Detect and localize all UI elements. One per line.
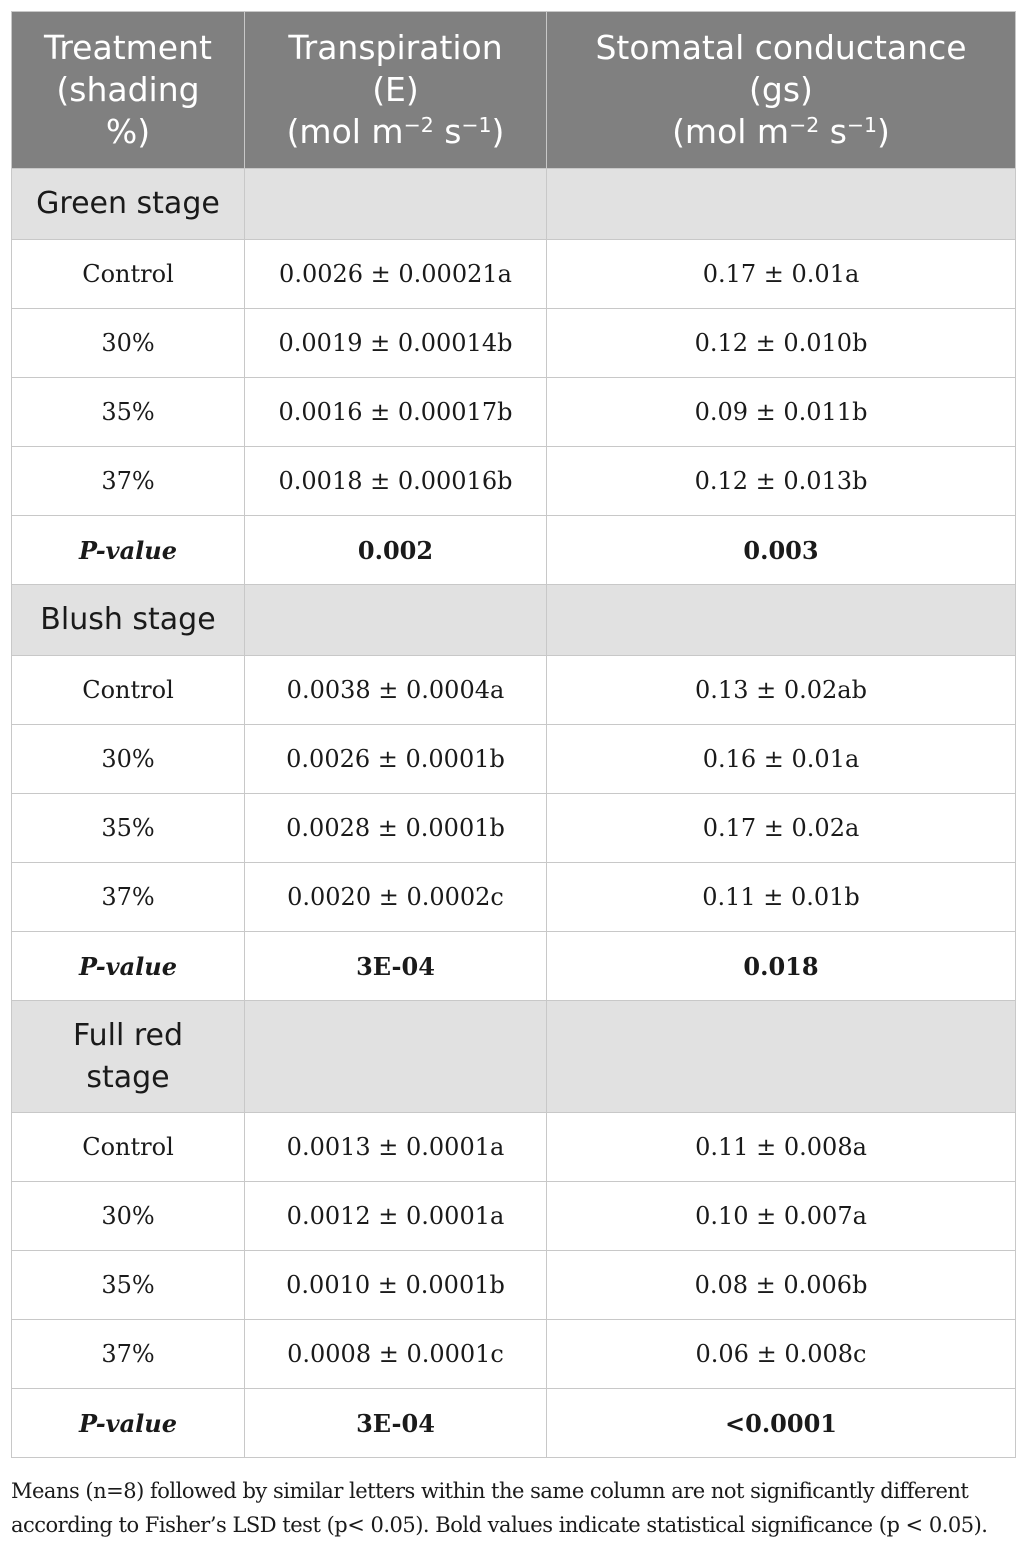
pvalue-transpiration: 3E-04 — [245, 1389, 547, 1458]
stage-label: Blush stage — [12, 585, 245, 656]
table-row — [12, 1182, 1016, 1251]
header-transpiration-unit: (mol $m^{-2}$ $s^{-1}$) — [286, 112, 505, 151]
transpiration-cell: 0.0012 ± 0.0001a — [245, 1182, 547, 1251]
header-row — [12, 12, 1016, 169]
conductance-cell: 0.09 ± 0.011b — [547, 378, 1016, 447]
stage-row-blush — [12, 585, 1016, 656]
transpiration-cell: 0.0028 ± 0.0001b — [245, 794, 547, 863]
transpiration-cell: 0.0019 ± 0.00014b — [245, 309, 547, 378]
header-transpiration-title: Transpiration — [288, 28, 503, 67]
header-stomatal-conductance — [547, 12, 1016, 169]
transpiration-cell: 0.0016 ± 0.00017b — [245, 378, 547, 447]
pvalue-label: P-value — [12, 932, 245, 1001]
treatment-cell: 35% — [12, 1251, 245, 1320]
treatment-cell: Control — [12, 656, 245, 725]
results-table — [11, 11, 1016, 1458]
conductance-cell: 0.10 ± 0.007a — [547, 1182, 1016, 1251]
table-row — [12, 309, 1016, 378]
header-gs-unit: (mol $m^{-2}$ $s^{-1}$) — [672, 112, 890, 151]
conductance-cell: 0.12 ± 0.010b — [547, 309, 1016, 378]
pvalue-conductance: 0.003 — [547, 516, 1016, 585]
transpiration-cell: 0.0020 ± 0.0002c — [245, 863, 547, 932]
header-transpiration — [245, 12, 547, 169]
header-treatment-line: (shading — [56, 70, 200, 109]
conductance-cell: 0.06 ± 0.008c — [547, 1320, 1016, 1389]
treatment-cell: 37% — [12, 1320, 245, 1389]
treatment-cell: 37% — [12, 863, 245, 932]
pvalue-conductance: 0.018 — [547, 932, 1016, 1001]
treatment-cell: Control — [12, 1113, 245, 1182]
conductance-cell: 0.17 ± 0.01a — [547, 240, 1016, 309]
treatment-cell: 37% — [12, 447, 245, 516]
table-row — [12, 725, 1016, 794]
transpiration-cell: 0.0018 ± 0.00016b — [245, 447, 547, 516]
conductance-cell: 0.17 ± 0.02a — [547, 794, 1016, 863]
table-row — [12, 656, 1016, 725]
table-row — [12, 863, 1016, 932]
treatment-cell: 30% — [12, 725, 245, 794]
treatment-cell: 30% — [12, 1182, 245, 1251]
pvalue-label: P-value — [12, 1389, 245, 1458]
table-row — [12, 240, 1016, 309]
pvalue-row — [12, 516, 1016, 585]
treatment-cell: Control — [12, 240, 245, 309]
table-row — [12, 1113, 1016, 1182]
transpiration-cell: 0.0010 ± 0.0001b — [245, 1251, 547, 1320]
table-row — [12, 1251, 1016, 1320]
conductance-cell: 0.08 ± 0.006b — [547, 1251, 1016, 1320]
pvalue-label: P-value — [12, 516, 245, 585]
header-gs-symbol: (gs) — [749, 70, 813, 109]
header-treatment-line: Treatment — [44, 28, 212, 67]
table-row — [12, 1320, 1016, 1389]
header-transpiration-symbol: (E) — [372, 70, 419, 109]
header-gs-title: Stomatal conductance — [595, 28, 967, 67]
table-row — [12, 378, 1016, 447]
conductance-cell: 0.12 ± 0.013b — [547, 447, 1016, 516]
table-row — [12, 447, 1016, 516]
treatment-cell: 35% — [12, 378, 245, 447]
transpiration-cell: 0.0026 ± 0.00021a — [245, 240, 547, 309]
treatment-cell: 30% — [12, 309, 245, 378]
treatment-cell: 35% — [12, 794, 245, 863]
stage-row-full-red — [12, 1001, 1016, 1113]
conductance-cell: 0.11 ± 0.01b — [547, 863, 1016, 932]
conductance-cell: 0.11 ± 0.008a — [547, 1113, 1016, 1182]
stage-label: Full red stage — [12, 1001, 245, 1113]
transpiration-cell: 0.0038 ± 0.0004a — [245, 656, 547, 725]
pvalue-row — [12, 1389, 1016, 1458]
footnote-line: Means (n=8) followed by similar letters within the same column are not significantly different — [11, 1479, 969, 1503]
stage-row-green — [12, 169, 1016, 240]
pvalue-conductance: <0.0001 — [547, 1389, 1016, 1458]
pvalue-transpiration: 3E-04 — [245, 932, 547, 1001]
table-row — [12, 794, 1016, 863]
table-footnote — [11, 1474, 1021, 1542]
transpiration-cell: 0.0013 ± 0.0001a — [245, 1113, 547, 1182]
header-treatment-line: %) — [105, 112, 151, 151]
transpiration-cell: 0.0026 ± 0.0001b — [245, 725, 547, 794]
header-treatment — [12, 12, 245, 169]
pvalue-row — [12, 932, 1016, 1001]
pvalue-transpiration: 0.002 — [245, 516, 547, 585]
conductance-cell: 0.13 ± 0.02ab — [547, 656, 1016, 725]
footnote-line: according to Fisher’s LSD test (p< 0.05). Bold values indicate statistical significance (p < 0.05). — [11, 1513, 988, 1537]
transpiration-cell: 0.0008 ± 0.0001c — [245, 1320, 547, 1389]
conductance-cell: 0.16 ± 0.01a — [547, 725, 1016, 794]
stage-label: Green stage — [12, 169, 245, 240]
